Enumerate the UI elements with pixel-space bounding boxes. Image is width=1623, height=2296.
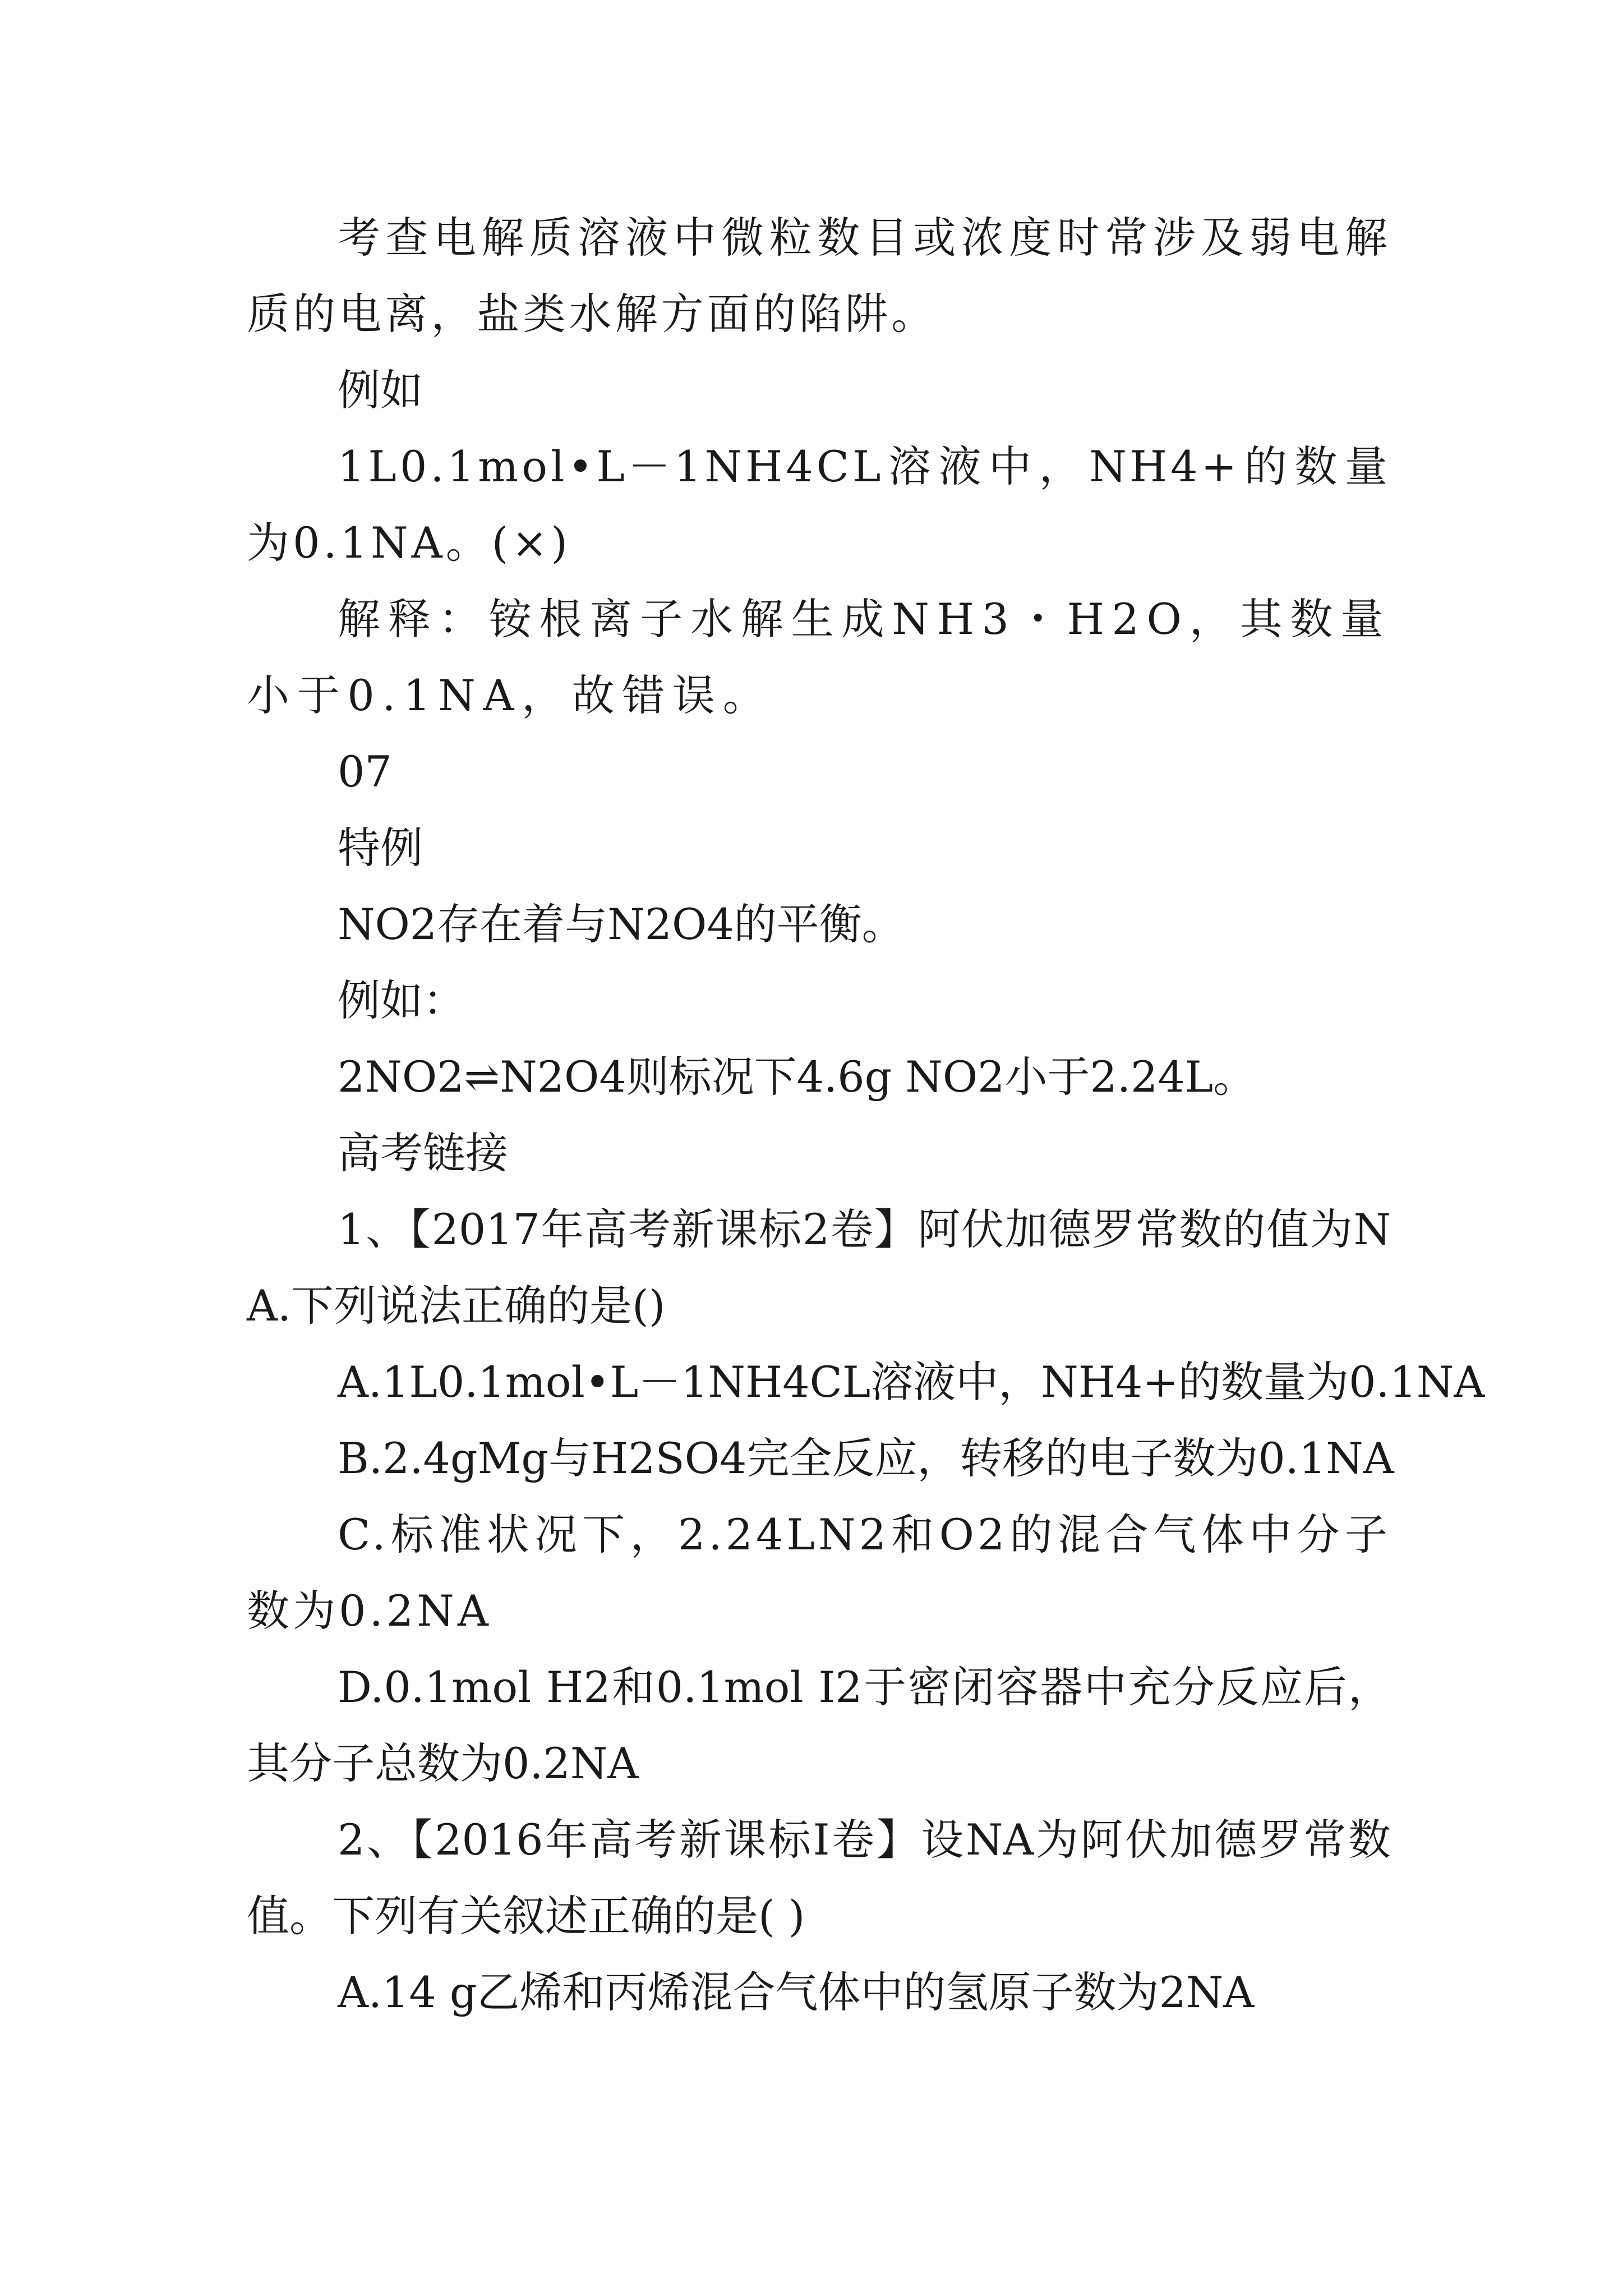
paragraph-special-case: NO2存在着与N2O4的平衡。 — [338, 899, 905, 949]
exam-link-heading: 高考链接 — [338, 1128, 508, 1178]
question-1-option-a: A.1L0.1mol•L－1NH4CL溶液中，NH4+的数量为0.1NA — [338, 1357, 1485, 1407]
question-1: 1、【2017年高考新课标2卷】阿伏加德罗常数的值为NA.下列说法正确的是() — [247, 1204, 1391, 1331]
paragraph-intro: 考查电解质溶液中微粒数目或浓度时常涉及弱电解质的电离，盐类水解方面的陷阱。 — [247, 213, 1391, 339]
document-page — [247, 200, 1485, 2031]
section-heading: 特例 — [338, 823, 423, 873]
paragraph-explanation: 解释：铵根离子水解生成NH3・H2O，其数量小于0.1NA，故错误。 — [247, 594, 1391, 720]
section-number: 07 — [338, 747, 392, 797]
question-1-option-b: B.2.4gMg与H2SO4完全反应，转移的电子数为0.1NA — [338, 1433, 1394, 1483]
question-2: 2、【2016年高考新课标Ⅰ卷】设NA为阿伏加德罗常数值。下列有关叙述正确的是( ) — [247, 1815, 1391, 1941]
paragraph-example-statement: 1L0.1mol•L－1NH4CL溶液中，NH4+的数量为0.1NA。(×) — [247, 441, 1391, 568]
question-1-option-d: D.0.1mol H2和0.1mol I2于密闭容器中充分反应后，其分子总数为0.2NA — [247, 1662, 1391, 1788]
question-2-option-a: A.14 g乙烯和丙烯混合气体中的氢原子数为2NA — [338, 1967, 1255, 2017]
paragraph-example-label: 例如 — [338, 365, 423, 415]
paragraph-example-label-2: 例如： — [338, 976, 465, 1025]
question-1-option-c: C.标准状况下，2.24LN2和O2的混合气体中分子数为0.2NA — [247, 1510, 1391, 1636]
paragraph-equilibrium: 2NO2⇌N2O4则标况下4.6g NO2小于2.24L。 — [338, 1052, 1256, 1102]
